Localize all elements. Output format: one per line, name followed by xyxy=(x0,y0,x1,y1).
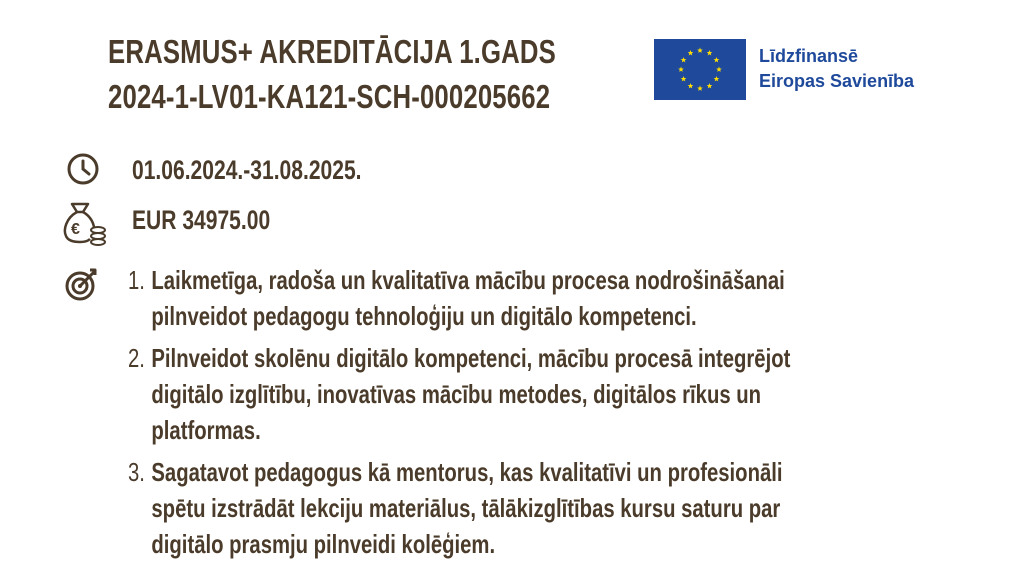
money-bag-icon xyxy=(60,200,108,246)
eu-flag-icon xyxy=(654,39,746,100)
goal-text-line: Laikmetīga, radoša un kvalitatīva mācību procesa nodrošināšanai xyxy=(151,265,785,295)
project-amount: EUR 34975.00 xyxy=(132,205,271,235)
goal-text-line: Pilnveidot skolēnu digitālo kompetenci, mācību procesā integrējot xyxy=(151,343,791,373)
goal-number: 2. xyxy=(128,343,145,373)
eu-name-label: Eiropas Savienība xyxy=(759,71,915,91)
clock-icon xyxy=(66,152,100,186)
page-title-line-1: ERASMUS+ AKREDITĀCIJA 1.GADS xyxy=(108,33,556,70)
goal-text-line: digitālo prasmju pilnveidi kolēģiem. xyxy=(151,529,496,559)
goal-text-line: pilnveidot pedagogu tehnoloģiju un digitālo kompetenci. xyxy=(151,301,697,331)
goal-text-line: spētu izstrādāt lekciju materiālus, tālākizglītības kursu saturu par xyxy=(151,493,781,523)
goal-item-1 xyxy=(128,262,947,334)
eu-cofunded-label: Līdzfinansē xyxy=(759,46,859,66)
goal-text-line: Sagatavot pedagogus kā mentorus, kas kvalitatīvi un profesionāli xyxy=(151,457,783,487)
project-dates: 01.06.2024.-31.08.2025. xyxy=(132,155,362,185)
svg-text:€: € xyxy=(71,221,80,238)
goal-item-3 xyxy=(128,454,947,562)
goal-number: 3. xyxy=(128,457,145,487)
goal-text-line: digitālo izglītību, inovatīvas mācību metodes, digitālos rīkus un xyxy=(151,379,762,409)
target-icon xyxy=(64,266,100,302)
goal-number: 1. xyxy=(128,265,145,295)
goal-item-2 xyxy=(128,340,947,448)
goal-text-line: platformas. xyxy=(151,415,261,445)
page-title-line-2: 2024-1-LV01-KA121-SCH-000205662 xyxy=(108,78,551,115)
